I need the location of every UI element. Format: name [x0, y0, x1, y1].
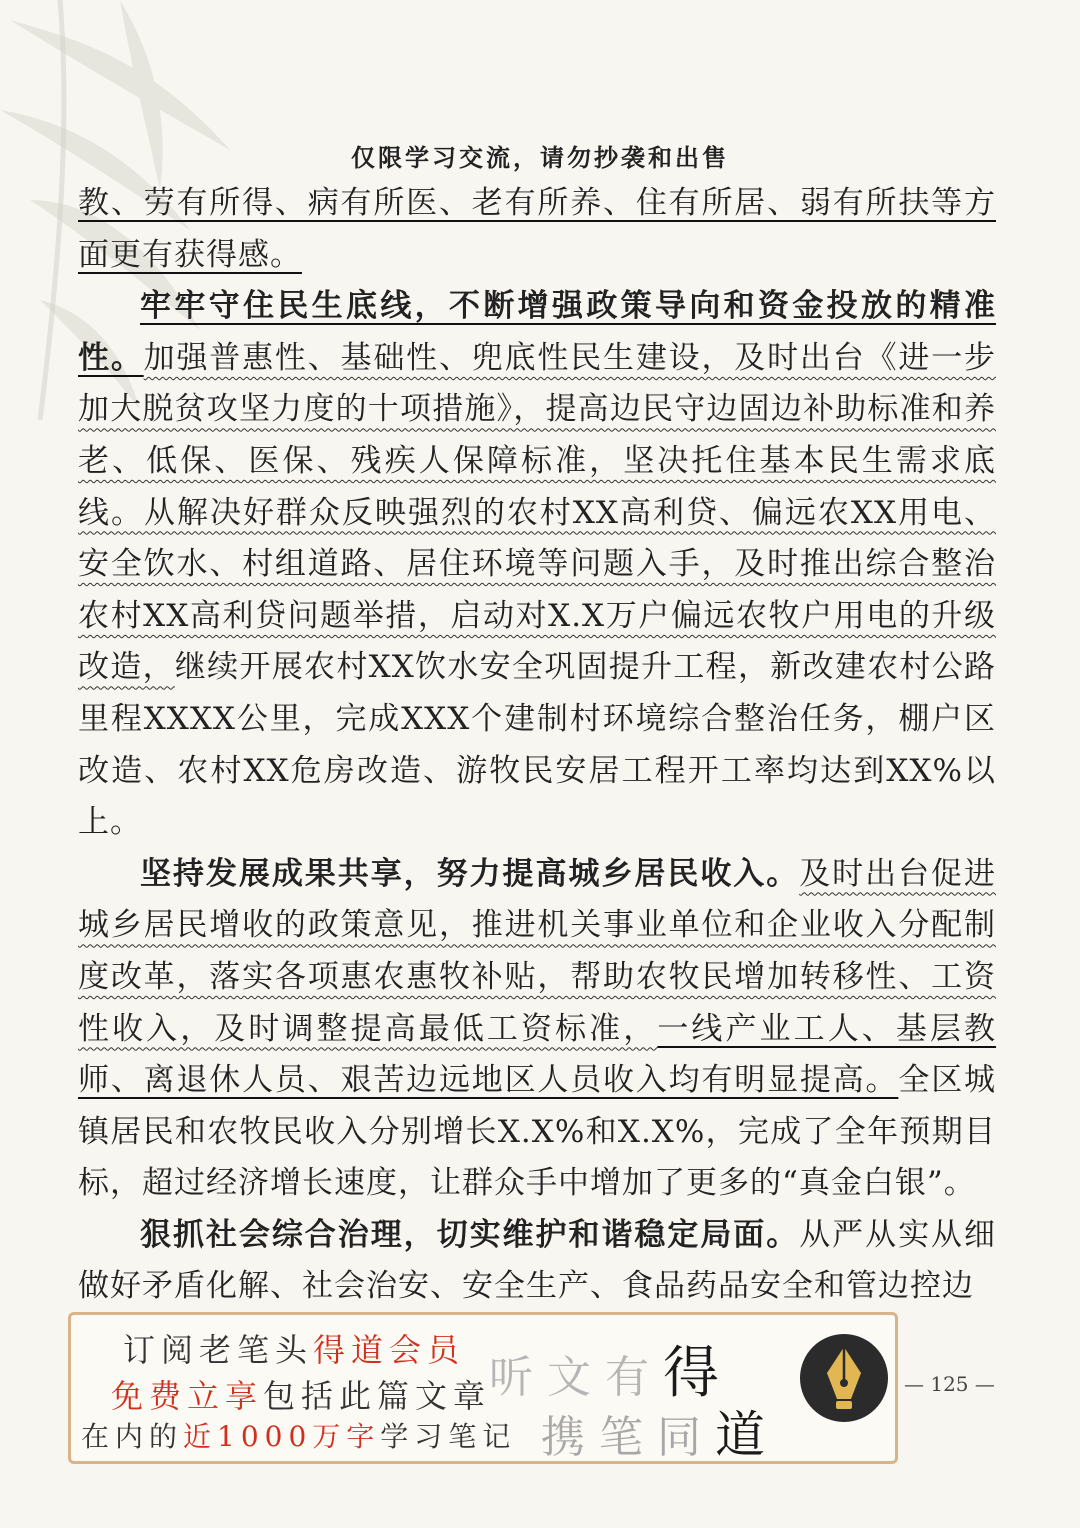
- banner-highlight: 免费立享: [111, 1377, 264, 1415]
- underlined-text: 教、劳有所得、病有所医、老有所养、住有所居、弱有所扶等方面更有获得感。: [78, 185, 996, 273]
- slogan-text: 听文有: [489, 1352, 663, 1403]
- slogan-emphasis: 道: [715, 1406, 779, 1464]
- wavy-underlined-text: 及时出台促进城乡居民增收的政策意见，推进机关事业单位和企业收入分配制度改革，落实各项惠农惠牧补贴，帮助农牧民增加转移性、工资性收入，及时调整提高最低工资标准，: [78, 855, 997, 1047]
- fountain-pen-nib-icon: [799, 1333, 889, 1423]
- banner-line-3: [81, 1415, 516, 1455]
- paragraph-3: [78, 849, 996, 1210]
- paragraph-heading: 坚持发展成果共享，努力提高城乡居民收入。: [140, 855, 800, 892]
- banner-text: 包括此篇文章: [263, 1377, 492, 1415]
- paragraph-4: [78, 1210, 996, 1313]
- page-number: — 125 —: [904, 1372, 995, 1396]
- paragraph-text: 从严从实从细做好矛盾化解、社会治安、安全生产、食品药品安全和管边控边: [78, 1216, 997, 1305]
- paragraph-heading: 狠抓社会综合治理，切实维护和谐稳定局面。: [140, 1216, 800, 1253]
- slogan-line-2: [541, 1395, 779, 1467]
- banner-highlight: 近1000万字: [183, 1420, 381, 1453]
- wavy-underlined-text: 加强普惠性、基础性、兜底性民生建设，及时出台《进一步加大脱贫攻坚力度的十项措施》，提高边民守边固边补助标准和养老、低保、医保、残疾人保障标准，坚决托住基本民生需求底线。从解决好群众反映强烈的农村XX高利贷、偏远农XX用电、安全饮水、村组道路、居住环境等问题入手，及时推出综合整治农村XX高利贷问题举措，启动对X.X万户偏远农牧户用电的升级改造，: [78, 339, 997, 686]
- paragraph-text: 全区城镇居民和农牧民收入分别增长X.X%和X.X%，完成了全年预期目标，超过经济增长速度，让群众手中增加了更多的“真金白银”。: [78, 1062, 997, 1202]
- slogan-text: 携笔同: [541, 1412, 715, 1463]
- banner-text: 学习笔记: [380, 1420, 517, 1453]
- copyright-notice: 仅限学习交流，请勿抄袭和出售: [351, 143, 729, 172]
- paragraph-2: [78, 281, 996, 849]
- paragraph-heading: 牢牢守住民生底线，不断增强政策导向和资金投放的精准性。: [78, 288, 996, 376]
- paragraph-text: 继续开展农村XX饮水安全巩固提升工程，新改建农村公路里程XXXX公里，完成XXX个建制村环境综合整治任务，棚户区改造、农村XX危房改造、游牧民安居工程开工率均达到XX%以上。: [78, 649, 996, 841]
- banner-line-1: [123, 1325, 465, 1371]
- subscription-banner[interactable]: [68, 1312, 898, 1464]
- banner-line-2: [111, 1371, 491, 1417]
- underlined-text: 一线产业工人、基层教师、离退休人员、艰苦边远地区人员收入均有明显提高。: [78, 1010, 997, 1099]
- paragraph-1: [78, 178, 996, 281]
- banner-text: 在内的: [81, 1420, 184, 1453]
- banner-highlight: 得道会员: [313, 1331, 466, 1369]
- slogan-emphasis: 得: [663, 1341, 733, 1406]
- document-body: [78, 178, 996, 1313]
- banner-text: 订阅老笔头: [123, 1331, 314, 1369]
